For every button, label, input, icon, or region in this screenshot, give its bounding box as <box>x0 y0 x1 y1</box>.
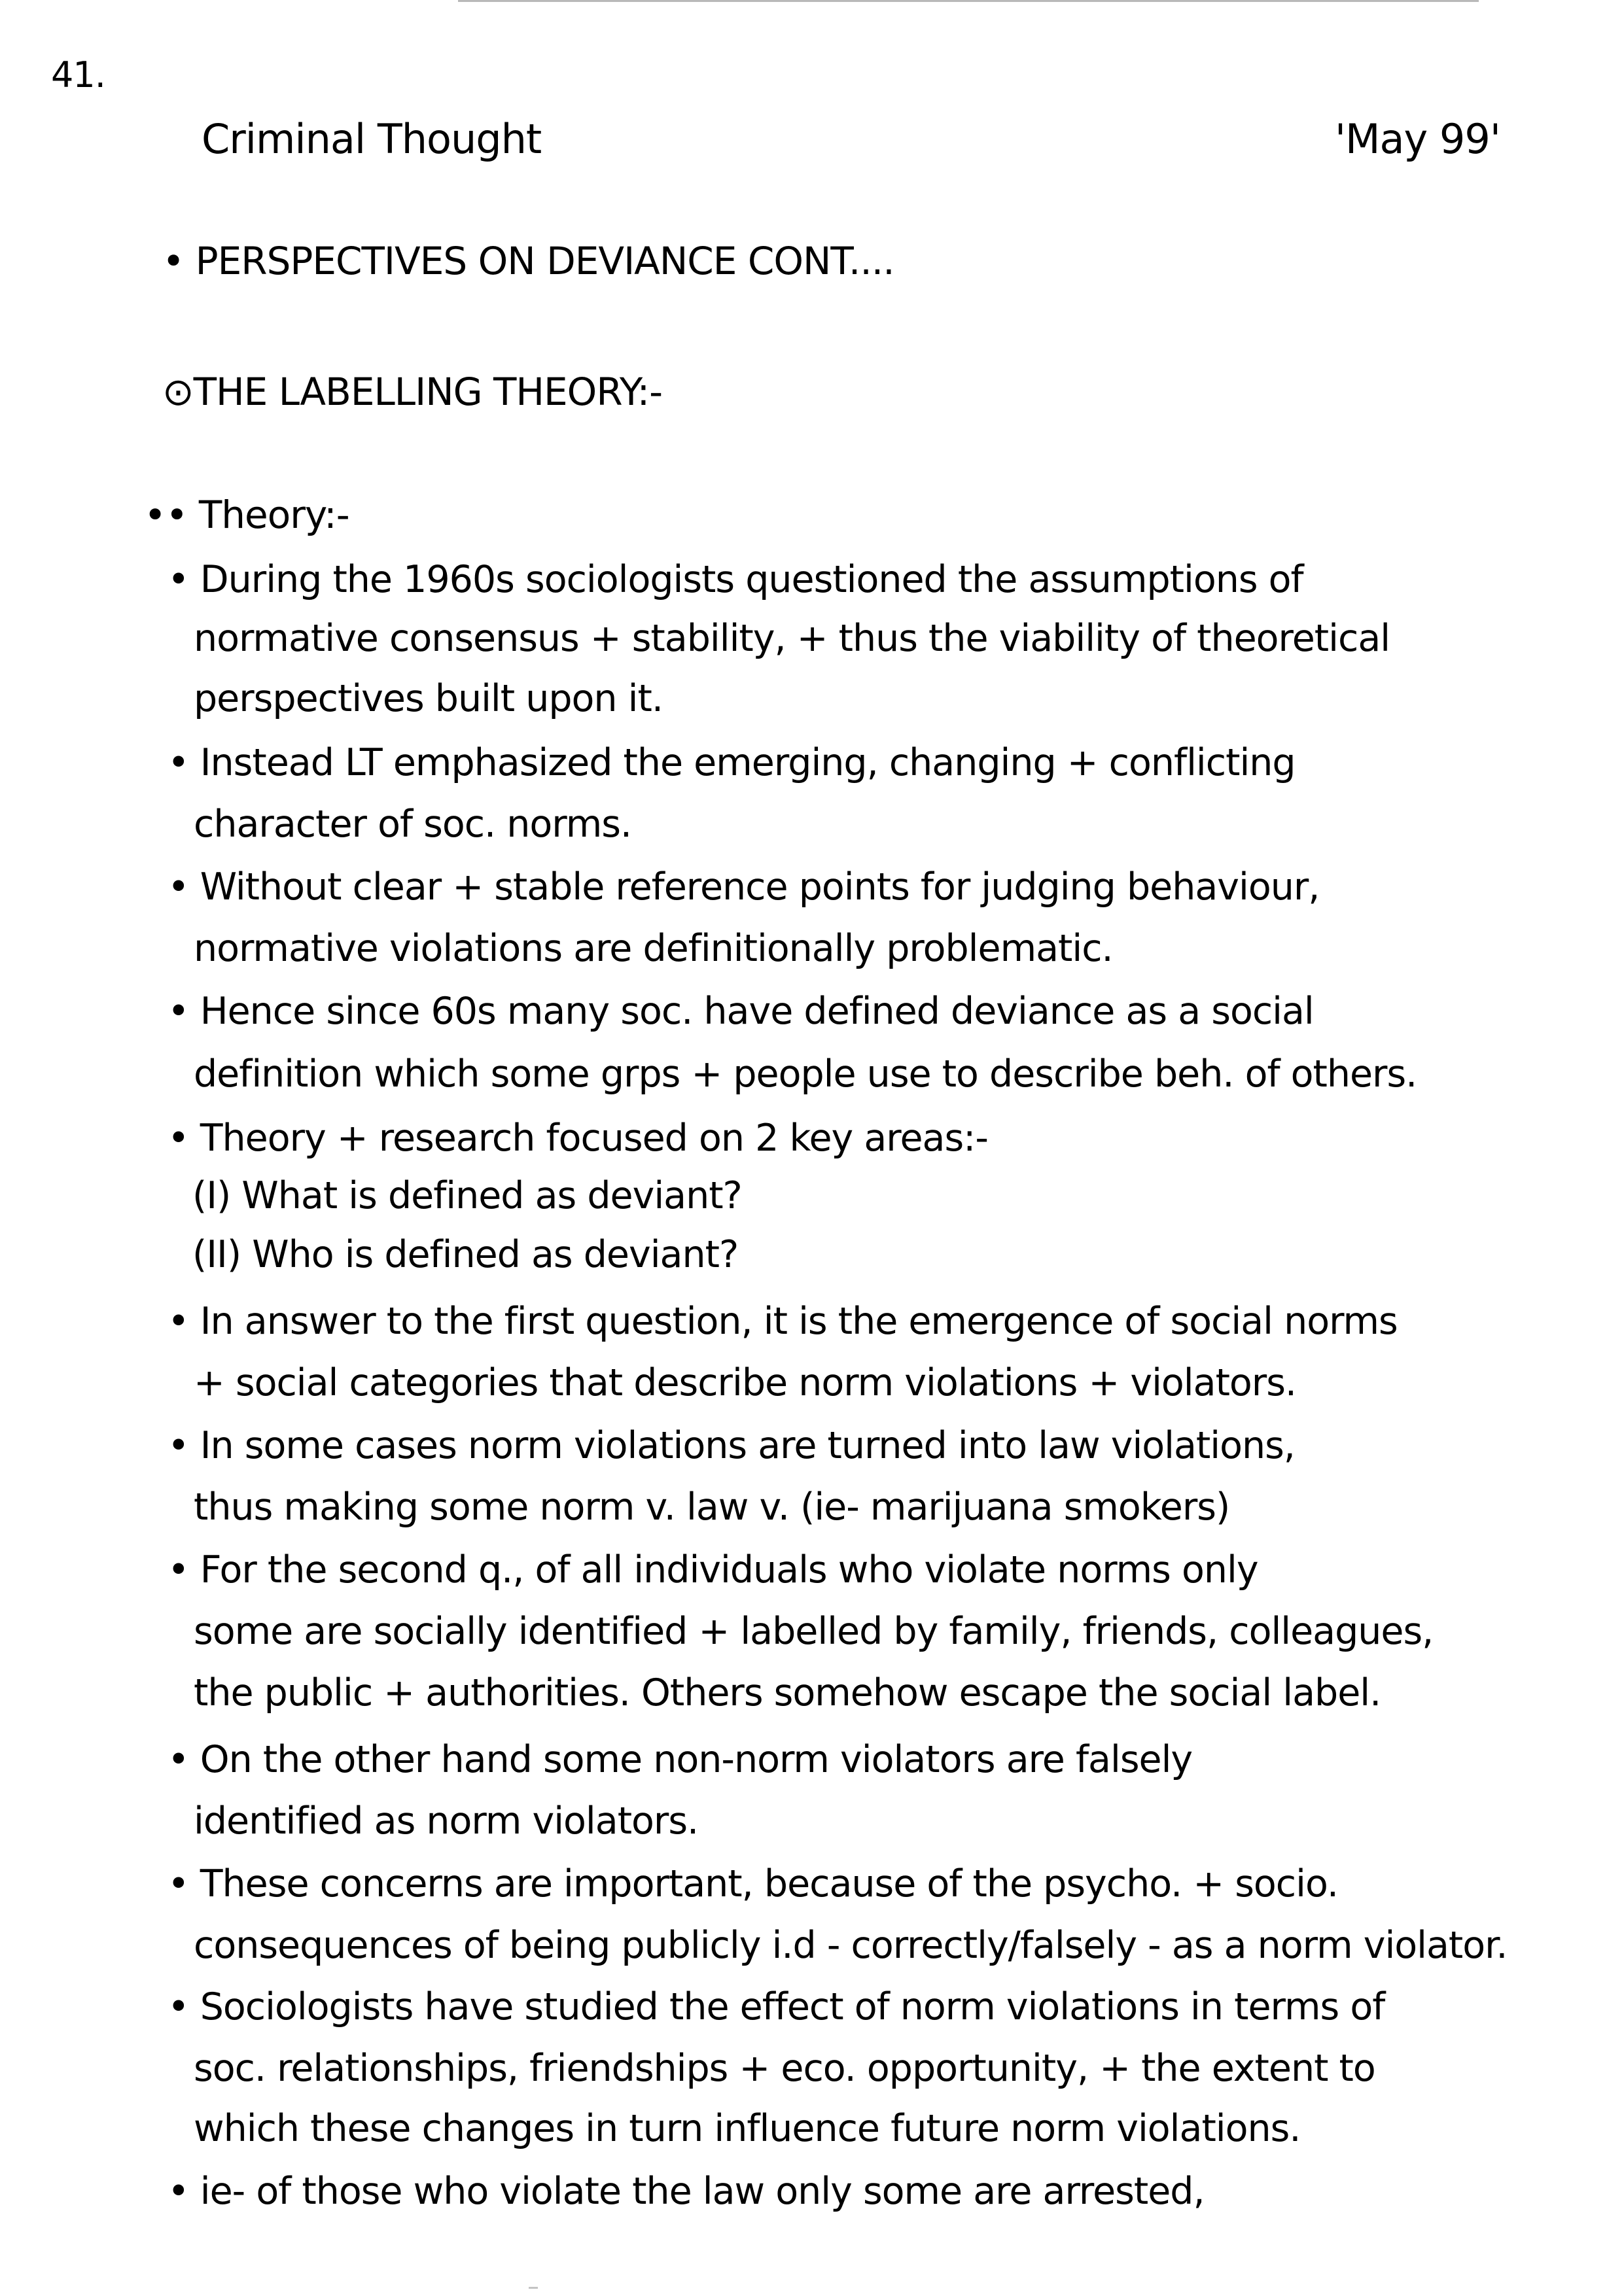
note-line: • Theory + research focused on 2 key areas:- <box>168 1117 988 1160</box>
note-line: perspectives built upon it. <box>194 677 663 720</box>
theory-subheading: •• Theory:- <box>144 493 349 537</box>
note-line: • ie- of those who violate the law only some are arrested, <box>168 2170 1205 2213</box>
note-line: definition which some grps + people use to describe beh. of others. <box>194 1052 1417 1096</box>
top-edge-rule <box>458 0 1479 2</box>
note-line: thus making some norm v. law v. (ie- marijuana smokers) <box>194 1486 1230 1529</box>
note-line: • Hence since 60s many soc. have defined deviance as a social <box>168 990 1314 1033</box>
note-line: normative violations are definitionally problematic. <box>194 927 1113 970</box>
note-line: the public + authorities. Others somehow escape the social label. <box>194 1671 1381 1714</box>
note-line: + social categories that describe norm violations + violators. <box>194 1361 1297 1404</box>
note-line: • During the 1960s sociologists questioned the assumptions of <box>168 558 1303 601</box>
section-heading: • PERSPECTIVES ON DEVIANCE CONT.... <box>162 239 894 283</box>
labelling-theory-title: ⊙THE LABELLING THEORY:- <box>162 370 663 414</box>
note-line: identified as norm violators. <box>194 1800 699 1843</box>
note-line: consequences of being publicly i.d - correctly/falsely - as a norm violator. <box>194 1924 1508 1967</box>
note-line: • These concerns are important, because of the psycho. + socio. <box>168 1862 1338 1905</box>
note-line: character of soc. norms. <box>194 803 632 846</box>
note-line: • For the second q., of all individuals who violate norms only <box>168 1548 1258 1592</box>
note-line: • Sociologists have studied the effect of norm violations in terms of <box>168 1985 1385 2028</box>
date-label: 'May 99' <box>1335 115 1500 163</box>
subject-title: Criminal Thought <box>202 115 542 163</box>
note-line: soc. relationships, friendships + eco. opportunity, + the extent to <box>194 2047 1375 2090</box>
note-line: (I) What is defined as deviant? <box>192 1174 742 1217</box>
note-line: which these changes in turn influence future norm violations. <box>194 2107 1301 2150</box>
note-line: normative consensus + stability, + thus the viability of theoretical <box>194 617 1390 660</box>
page-number: 41. <box>51 54 105 96</box>
note-line: • Without clear + stable reference points for judging behaviour, <box>168 865 1320 909</box>
note-line: • In answer to the first question, it is the emergence of social norms <box>168 1300 1398 1343</box>
note-line: (II) Who is defined as deviant? <box>192 1233 739 1276</box>
note-line: some are socially identified + labelled by family, friends, colleagues, <box>194 1610 1434 1653</box>
ink-speck <box>529 2287 538 2289</box>
note-line: • On the other hand some non-norm violators are falsely <box>168 1738 1193 1781</box>
note-line: • Instead LT emphasized the emerging, changing + conflicting <box>168 741 1296 784</box>
note-line: • In some cases norm violations are turned into law violations, <box>168 1424 1295 1467</box>
